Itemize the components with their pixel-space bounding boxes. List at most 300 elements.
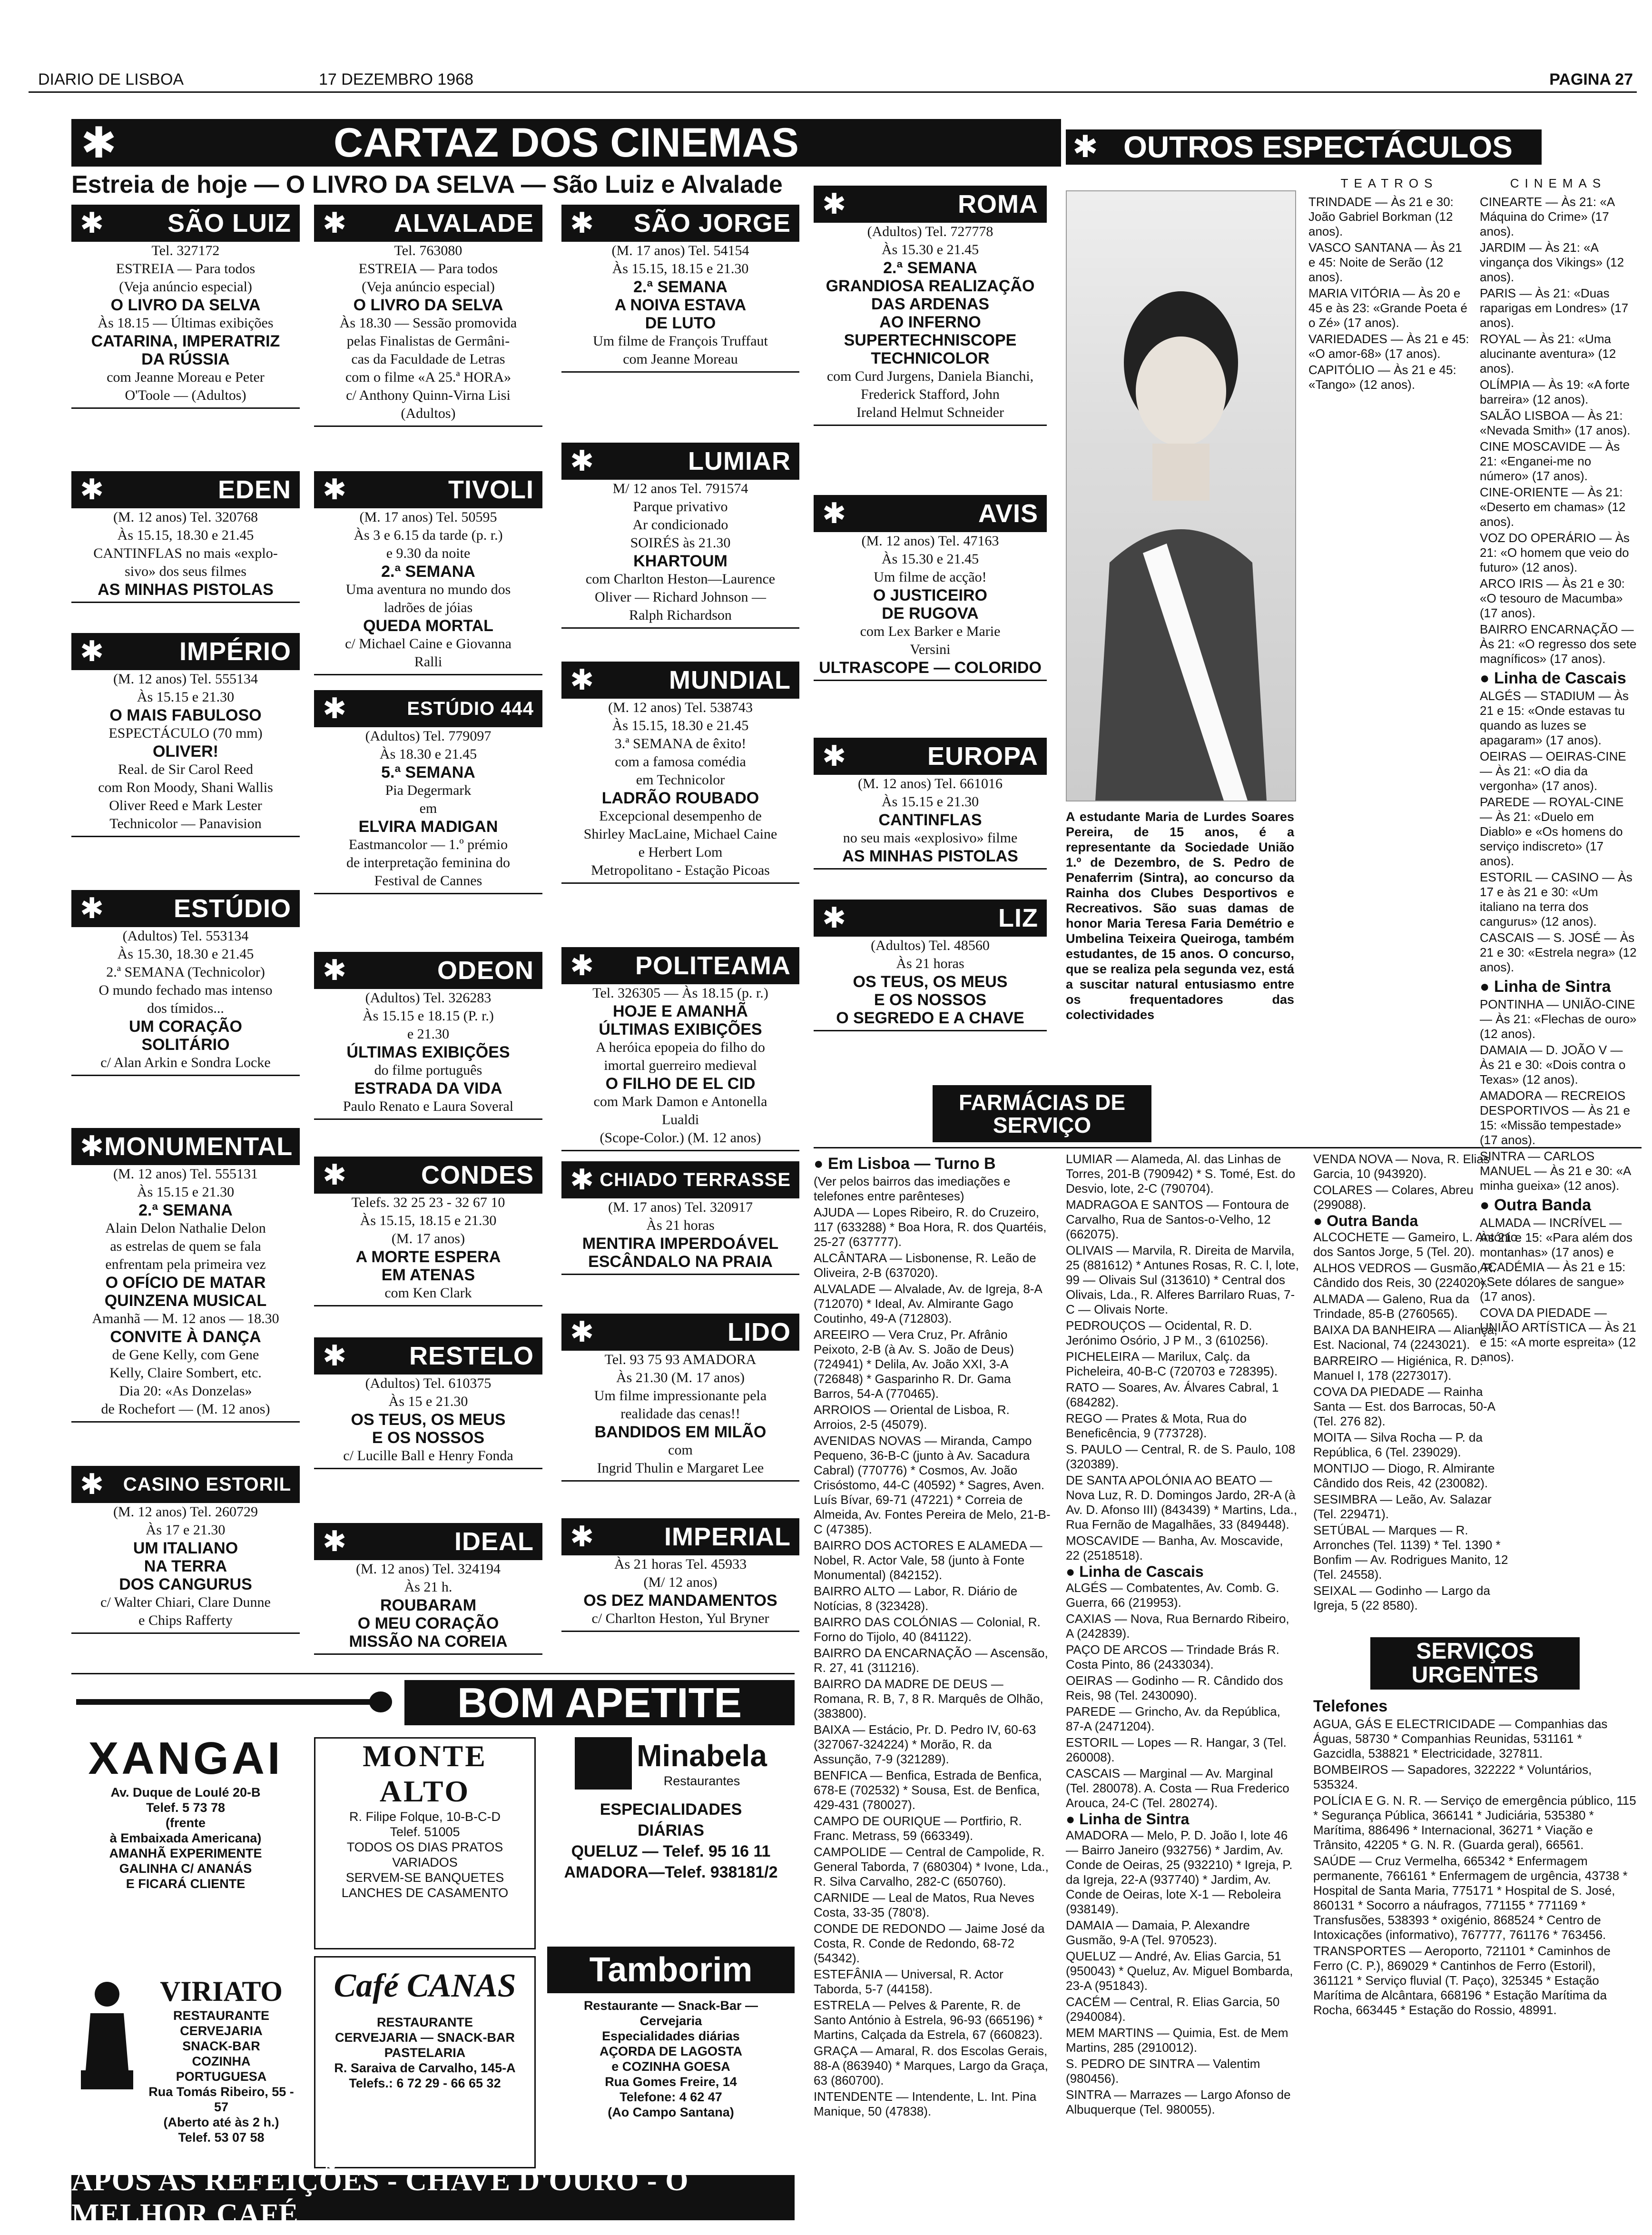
asterisk-icon: ✱ (570, 1520, 595, 1553)
cinema-line: EM ATENAS (381, 1266, 475, 1284)
cinema-line: c/ Michael Caine e Giovanna (345, 636, 511, 652)
list-entry: CINE MOSCAVIDE — Às 21: «Enganei-me no número» (17 anos). (1480, 439, 1620, 483)
cinema-line: O mundo fechado mas intenso (98, 982, 273, 998)
list-entry: QUELUZ — André, Av. Elias Garcia, 51 (950043) * Queluz, Av. Miguel Bombarda, 23-A (951843). (1066, 1949, 1293, 1993)
cinema-line: e 9.30 da noite (386, 545, 471, 561)
ad-line: GALINHA C/ ANANÁS (119, 1861, 252, 1876)
cinema-rule (71, 602, 300, 603)
viriato-figure-icon (71, 1975, 143, 2099)
farmacias-banner (933, 1085, 1151, 1142)
asterisk-icon: ✱ (323, 692, 347, 725)
cinema-line: (Veja anúncio especial) (362, 279, 495, 295)
ad-line: AÇORDA DE LAGOSTA (600, 2044, 742, 2058)
cinema-name-bar (71, 471, 300, 508)
cinema-line: Um filme de acção! (874, 569, 987, 585)
cinema-estudio (71, 890, 300, 1114)
cinema-name-bar (814, 186, 1047, 223)
cinema-rule (71, 1421, 300, 1423)
cinema-line: ÚLTIMAS EXIBIÇÕES (346, 1043, 510, 1061)
list-entry: ARROIOS — Oriental de Lisboa, R. Arroios, 2-5 (45079). (814, 1403, 1010, 1432)
cinema-line: c/ Alan Arkin e Sondra Locke (100, 1055, 271, 1070)
cinema-line: OLIVER! (153, 742, 218, 761)
list-entry: MONTIJO — Diogo, R. Almirante Cândido dos Reis, 42 (230082). (1313, 1461, 1495, 1490)
cinema-line: (Adultos) Tel. 727778 (867, 224, 993, 239)
cinema-line: Tel. 327172 (151, 243, 220, 258)
cinema-rule (71, 836, 300, 837)
cinema-name-bar (71, 1466, 300, 1503)
list-entry: CINE-ORIENTE — Às 21: «Deserto em chamas» (12 anos). (1480, 485, 1626, 529)
list-entry: ALMADA — INCRÍVEL — Às 21 e 15: «Para além dos montanhas» (17 anos) e ACADÉMIA — Às 21 e 15: «Sete dólares de sangue» (17 anos). (1480, 1216, 1632, 1304)
cinema-line: BANDIDOS EM MILÃO (594, 1423, 767, 1441)
cinema-line: Ireland Helmut Schneider (856, 405, 1004, 420)
ad-line: Telef. 53 07 58 (178, 2130, 265, 2145)
ad-line: VARIADOS (392, 1855, 458, 1869)
list-entry: REGO — Prates & Mota, Rua do Beneficência, 9 (773728). (1066, 1411, 1247, 1440)
cinema-line: (Scope-Color.) (M. 12 anos) (600, 1130, 761, 1146)
cinema-line: Tel. 93 75 93 AMADORA (604, 1352, 757, 1367)
cinema-line: Parque privativo (633, 499, 728, 514)
cinema-line: Às 15.30, 18.30 e 21.45 (117, 946, 254, 962)
cinema-eden (71, 471, 300, 633)
cinema-name-bar (71, 1128, 300, 1165)
cinema-line: 2.ª SEMANA (633, 278, 728, 296)
cinema-estoril (71, 1466, 300, 1666)
cinema-line: OS DEZ MANDAMENTOS (583, 1592, 777, 1610)
list-entry: (Ver pelos bairros das imediações e telefones entre parênteses) (814, 1174, 1011, 1203)
bom-apetite-title: BOM APETITE (457, 1679, 742, 1726)
photo-caption: A estudante Maria de Lurdes Soares Pereira, de 15 anos, é a representante da Sociedade União 1.º de Dezembro, de S. Pedro de Penaferrim (Sintra), ao concurso da Rainha dos Clubes Desportivos e Recreativos. São suas damas de honor Maria Teresa Faria Demétrio e Umbelina Teixeira Queiroga, também estudantes, de 15 anos. O concurso, que se realiza pela segunda vez, está a suscitar natural entusiasmo entre os frequentadores das colectividades (1066, 810, 1294, 1022)
cinema-line: Shirley MacLaine, Michael Caine (583, 826, 777, 842)
cinema-line: com Ron Moody, Shani Wallis (98, 780, 273, 795)
list-entry: PICHELEIRA — Marilux, Calç. da Picheleira, 40-B-C (720703 e 728395). (1066, 1349, 1278, 1378)
cinema-line: Uma aventura no mundo dos (345, 582, 511, 597)
cinema-name-bar (814, 495, 1047, 532)
cinema-name-bar (814, 900, 1047, 937)
ad-line: PORTUGUESA (176, 2069, 267, 2084)
list-entry: ALGÉS — Combatentes, Av. Comb. G. Guerra, 66 (219953). (1066, 1581, 1279, 1610)
cinema-rule (314, 893, 542, 894)
cinema-line: O SEGREDO E A CHAVE (836, 1009, 1024, 1027)
list-entry: PARIS — Às 21: «Duas raparigas em Londres» (17 anos). (1480, 286, 1629, 330)
asterisk-icon: ✱ (80, 892, 105, 925)
cartaz-banner (71, 119, 1061, 167)
cinema-line: Telefs. 32 25 23 - 32 67 10 (351, 1195, 505, 1210)
cinema-line: de interpretação feminina do (346, 855, 510, 870)
cinema-line: Kelly, Claire Sombert, etc. (109, 1365, 262, 1381)
ad-line: R. Filipe Folque, 10-B-C-D (349, 1810, 501, 1824)
list-entry: PONTINHA — UNIÃO-CINE — Às 21: «Flechas de ouro» (12 anos). (1480, 997, 1637, 1041)
cinema-line: Às 15.15, 18.30 e 21.45 (117, 527, 254, 543)
cinema-line: Às 15.15, 18.15 e 21.30 (612, 261, 749, 277)
cinema-line: ELVIRA MADIGAN (358, 818, 498, 836)
cinema-line: as estrelas de quem se fala (110, 1238, 261, 1254)
cinema-line: com Jeanne Moreau (623, 351, 738, 367)
cinema-line: ESTREIA — Para todos (116, 261, 256, 277)
cinema-line: ESPECTÁCULO (70 mm) (108, 725, 263, 741)
cinema-line: Dia 20: «As Donzelas» (119, 1383, 252, 1399)
cinema-name-bar (561, 205, 799, 242)
list-entry: OLIVAIS — Marvila, R. Direita de Marvila, 25 (881612) * Antunes Rosas, R. C. l, lote, 99 — Olivais Sul (313610) * Central dos Olivais, Lda., R. Alferes Barrilaro Ruas, 7-C — Olivais Norte. (1066, 1243, 1299, 1316)
cinema-line: Às 18.30 e 21.45 (379, 746, 477, 762)
cartaz-title: CARTAZ DOS CINEMAS (334, 119, 799, 166)
list-entry: SINTRA — CARLOS MANUEL — Às 21 e 30: «A minha gueixa» (12 anos). (1480, 1149, 1631, 1193)
ad-line: Telefone: 4 62 47 (620, 2090, 722, 2104)
cinema-line: ÚLTIMAS EXIBIÇÕES (599, 1020, 762, 1038)
list-entry: BAIRRO ALTO — Labor, R. Diário de Notícias, 8 (323428). (814, 1584, 1018, 1613)
cinema-line: Um filme de François Truffaut (593, 333, 768, 349)
list-entry: SESIMBRA — Leão, Av. Salazar (Tel. 229471). (1313, 1492, 1492, 1521)
cinema-rule (814, 680, 1047, 681)
cinema-name-bar (561, 1518, 799, 1555)
asterisk-icon: ✱ (822, 901, 847, 935)
list-entry: CASCAIS — S. JOSÉ — Às 21 e 30: «Estrela negra» (12 anos). (1480, 930, 1637, 974)
cinema-line: (M. 12 anos) Tel. 260729 (113, 1504, 258, 1520)
cinema-line: Às 18.15 — Últimas exibições (98, 315, 274, 331)
cinema-line: (M. 17 anos) Tel. 320917 (608, 1199, 753, 1215)
list-entry: BAIRRO ENCARNAÇÃO — Às 21: «O regresso dos sete magníficos» (17 anos). (1480, 622, 1637, 666)
list-entry: SINTRA — Marrazes — Largo Afonso de Albuquerque (Tel. 980055). (1066, 2087, 1291, 2116)
list-entry: AMADORA — RECREIOS DESPORTIVOS — Às 21 e 15: «Missão tempestade» (17 anos). (1480, 1088, 1630, 1147)
cinema-line: (Veja anúncio especial) (119, 279, 252, 295)
cinema-name: IDEAL (454, 1527, 534, 1556)
ad-line: ESPECIALIDADES (600, 1800, 742, 1819)
cinema-lido (561, 1314, 799, 1504)
cinema-line: Às 15.15 e 21.30 (137, 1184, 235, 1200)
cinema-line: com Ken Clark (384, 1285, 472, 1301)
cinema-rule (71, 1632, 300, 1634)
list-entry: GRAÇA — Amaral, R. dos Escolas Gerais, 88-A (863940) * Marques, Largo da Graça, 63 (860700). (814, 2044, 1048, 2087)
cinema-line: KHARTOUM (633, 552, 728, 570)
list-entry: ESTORIL — Lopes — R. Hangar, 3 (Tel. 260008). (1066, 1735, 1287, 1764)
asterisk-icon: ✱ (570, 1163, 595, 1197)
cinema-line: Lualdi (661, 1112, 699, 1127)
list-entry: AMADORA — Melo, P. D. João I, lote 46 — Bairro Janeiro (932756) * Jardim, Av. Conde de Oeiras, 25 (932210) * Igreja, P. da Igreja, 22-A (937740) * Jardim, Av. Conde de Oeiras, lote X-1 — Reboleira (938149). (1066, 1828, 1293, 1916)
ad-line: AMADORA—Telef. 938181/2 (564, 1863, 778, 1881)
cinema-name-bar (561, 1161, 799, 1198)
tamborim-name: Tamborim (547, 1947, 795, 1993)
cinema-name: ESTÚDIO (173, 894, 291, 923)
outra-banda-heading: ● Outra Banda (1480, 1196, 1592, 1214)
asterisk-icon: ✱ (822, 497, 847, 530)
asterisk-icon: ✱ (80, 1468, 105, 1501)
cinema-line: OS TEUS, OS MEUS (351, 1411, 506, 1429)
asterisk-icon: ✱ (822, 188, 847, 221)
list-entry: AREEIRO — Vera Cruz, Pr. Afrânio Peixoto, 2-B (à Av. S. João de Deus) (724941) * Delila, Av. João XXI, 3-A (726848) * Gasparinho R. Dr. Gama Barros, 54-A (770465). (814, 1327, 1014, 1401)
cinema-line: Às 15.15, 18.15 e 21.30 (360, 1213, 497, 1228)
cinema-tivoli (314, 471, 542, 671)
cinema-rule (71, 1075, 300, 1076)
list-entry: BAIRRO DA MADRE DE DEUS — Romana, R. B, 7, 8 R. Marquês de Olhão, (383800). (814, 1677, 1043, 1721)
cinema-mundial (561, 662, 799, 909)
cinema-name-bar (561, 947, 799, 984)
cinema-rule (561, 882, 799, 884)
cinema-line: com Jeanne Moreau e Peter (107, 369, 265, 385)
list-entry: ● Outra Banda (1313, 1212, 1418, 1229)
list-entry: ALCOCHETE — Gameiro, L. António dos Santos Jorge, 5 (Tel. 20). (1313, 1230, 1518, 1259)
cinema-line: c/ Lucille Ball e Henry Fonda (343, 1448, 513, 1464)
cinema-name: IMPÉRIO (179, 637, 291, 666)
cinema-line: (Adultos) Tel. 779097 (365, 728, 492, 744)
cinema-line: DE LUTO (645, 314, 716, 332)
cinema-line: AS MINHAS PISTOLAS (98, 581, 274, 599)
cinema-sao-jorge (561, 205, 799, 462)
list-entry: CAXIAS — Nova, Rua Bernardo Ribeiro, A (242839). (1066, 1612, 1289, 1641)
cinema-line: cas da Faculdade de Letras (351, 351, 505, 367)
list-entry: CAMPO DE OURIQUE — Portfirio, R. Franc. Metrass, 59 (663349). (814, 1814, 1022, 1843)
asterisk-icon: ✱ (570, 445, 595, 478)
asterisk-icon: ✱ (822, 740, 847, 773)
cinema-roma (814, 186, 1047, 462)
cinema-line: OS TEUS, OS MEUS (853, 973, 1008, 991)
cinema-line: AO INFERNO (879, 313, 981, 331)
ad-line: PASTELARIA (384, 2046, 466, 2060)
cinema-line: 3.ª SEMANA de êxito! (614, 736, 747, 752)
cinema-line: CANTINFLAS no mais «explo- (93, 545, 278, 561)
ad-line: SNACK-BAR (182, 2039, 260, 2053)
outros-banner (1066, 129, 1542, 165)
list-entry: VARIEDADES — Às 21 e 45: «O amor-68» (17 anos). (1308, 332, 1469, 361)
cinema-line: O OFÍCIO DE MATAR (105, 1274, 266, 1292)
cinema-name: ODEON (437, 956, 534, 985)
list-entry: ESTEFÂNIA — Universal, R. Actor Taborda, 5-7 (44158). (814, 1967, 1003, 1996)
ad-line: E FICARÁ CLIENTE (126, 1877, 246, 1891)
ad-line: Rua Tomás Ribeiro, 55 - 57 (148, 2085, 294, 2114)
list-entry: AJUDA — Lopes Ribeiro, R. do Cruzeiro, 117 (633288) * Boa Hora, R. dos Quartéis, 25-27 (637777). (814, 1205, 1047, 1249)
cinema-line: com a famosa comédia (615, 754, 746, 770)
ad-line: CERVEJARIA — SNACK-BAR (334, 2030, 515, 2045)
list-entry: BAIRRO DA ENCARNAÇÃO — Ascensão, R. 27, 41 (311216). (814, 1646, 1048, 1675)
cinema-line: Frederick Stafford, John (861, 386, 1000, 402)
cinema-line: O'Toole — (Adultos) (125, 387, 246, 403)
asterisk-icon: ✱ (323, 473, 347, 506)
cinema-line: Eastmancolor — 1.º prémio (348, 837, 508, 852)
cinema-line: E OS NOSSOS (372, 1429, 485, 1447)
cinema-line: NA TERRA (144, 1557, 227, 1575)
list-entry: INTENDENTE — Intendente, L. Int. Pina Manique, 50 (47838). (814, 2089, 1037, 2118)
cinema-line: MISSÃO NA COREIA (349, 1632, 508, 1651)
cinema-rule (314, 425, 542, 427)
list-entry: TRANSPORTES — Aeroporto, 721101 * Caminhos de Ferro (C. P.), 869029 * Cantinhos de Ferro (Estoril), 361121 * Serviço fluvial (T. Paço), 325345 * Estação Marítima de Alcântara, 668196 * Estação Marítima da Rocha, 663445 * Estação do Rossio, 48991. (1313, 1944, 1611, 2017)
cinema-line: QUEDA MORTAL (363, 617, 493, 635)
list-entry: CAMPOLIDE — Central de Campolide, R. General Taborda, 7 (680304) * Ivone, Lda., R. Silva Carvalho, 282-C (650760). (814, 1845, 1049, 1889)
cinema-line: Às 17 e 21.30 (146, 1522, 226, 1538)
cinema-line: 2.ª SEMANA (381, 563, 475, 581)
ad-monte-alto (314, 1737, 536, 1949)
list-entry: AVENIDAS NOVAS — Miranda, Campo Pequeno, 36-B-C (junto à Av. Sacadura Cabral) (770776) * Cosmos, Av. João Crisóstomo, 44-C (40592) * Sagres, Aven. Luís Bívar, 69-71 (47221) * Correia de Almeida, Av. Fontes Pereira de Melo, 21-B-C (47385). (814, 1434, 1051, 1536)
cinema-line: Metropolitano - Estação Picoas (591, 862, 770, 878)
list-entry: ESTORIL — CASINO — Às 17 e às 21 e 30: «Um italiano na terra dos cangurus» (12 anos). (1480, 870, 1632, 929)
ad-tamborim (547, 1947, 795, 2166)
cinema-line: Um filme impressionante pela (594, 1388, 767, 1404)
list-entry: BAIXA — Estácio, Pr. D. Pedro IV, 60-63 (327067-324224) * Morão, R. da Assunção, 7-9 (321289). (814, 1722, 1036, 1766)
cinema-line: E OS NOSSOS (874, 991, 987, 1009)
lisboa-heading: ● Em Lisboa — Turno B (814, 1155, 996, 1173)
teatros-heading: TEATROS (1340, 176, 1438, 190)
cinema-line: imortal guerreiro medieval (604, 1058, 757, 1073)
monte-alto-name: MONTE ALTO (363, 1739, 487, 1808)
farmacias-col2 (1066, 1152, 1299, 2208)
list-entry: CARNIDE — Leal de Matos, Rua Neves Costa, 33-35 (780'8). (814, 1890, 1034, 1919)
cinema-line: (M. 12 anos) Tel. 555131 (113, 1166, 258, 1182)
cinema-line: M/ 12 anos Tel. 791574 (612, 481, 748, 496)
asterisk-icon: ✱ (570, 207, 595, 240)
cinema-line: Alain Delon Nathalie Delon (105, 1220, 266, 1236)
list-entry: BAIRRO DOS ACTORES E ALAMEDA — Nobel, R. Actor Vale, 58 (junto à Fonte Monumental) (842152). (814, 1538, 1042, 1582)
cinema-line: ESTRADA DA VIDA (354, 1079, 502, 1098)
cinema-line: SOIRÉS às 21.30 (630, 535, 731, 551)
asterisk-icon: ✱ (80, 635, 105, 668)
farmacias-rule (814, 1147, 1642, 1148)
cinema-line: Às 15.30 e 21.45 (881, 551, 979, 567)
cinema-name-bar (314, 205, 542, 242)
asterisk-icon: ✱ (323, 954, 347, 987)
list-entry: LUMIAR — Alameda, Al. das Linhas de Torres, 201-B (790942) * S. Tomé, Est. do Desvio, lote, 2-C (790704). (1066, 1152, 1296, 1196)
cinema-line: em Technicolor (636, 772, 725, 788)
cinema-restelo (314, 1337, 542, 1504)
list-entry: POLÍCIA E G. N. R. — Serviço de emergência público, 115 * Segurança Pública, 366141 * Judiciária, 535380 * Marítima, 886496 * Internacional, 36271 * Viação e Trânsito, 42205 * G. N. R. (Guarda geral), 66561. (1313, 1793, 1636, 1852)
cinema-line: A MORTE ESPERA (355, 1248, 501, 1266)
asterisk-icon: ✱ (1072, 129, 1098, 165)
cinema-line: DOS CANGURUS (119, 1575, 252, 1593)
cartaz-subtitle: Estreia de hoje — O LIVRO DA SELVA — São Luiz e Alvalade (71, 171, 783, 198)
cinema-line: e 21.30 (407, 1026, 450, 1042)
list-entry: MARIA VITÓRIA — Às 20 e 45 e às 23: «Grande Poeta é o Zé» (17 anos). (1308, 286, 1467, 330)
ad-line: (frente (165, 1816, 206, 1830)
cinema-name: POLITEAMA (635, 951, 791, 980)
list-entry: DE SANTA APOLÓNIA AO BEATO — Nova Luz, R. D. Domingos Jardo, 2R-A (à Av. D. Afonso III) (843439) * Martins, Lda., Rua Fernão de Magalhães, 33 (849448). (1066, 1473, 1298, 1532)
list-entry: SETÚBAL — Marques — R. Arronches (Tel. 1139) * Tel. 1390 * Bonfim — Av. Rodrigues Manito, 12 (Tel. 24558). (1313, 1523, 1508, 1582)
cinema-odeon (314, 952, 542, 1133)
list-entry: MOSCAVIDE — Banha, Av. Moscavide, 22 (2518518). (1066, 1533, 1283, 1563)
ad-line: RESTAURANTE (377, 2015, 473, 2029)
cinema-line: c/ Walter Chiari, Clare Dunne (100, 1594, 271, 1610)
list-entry: TRINDADE — Às 21 e 30: João Gabriel Borkman (12 anos). (1308, 195, 1454, 238)
photo-contestant (1066, 190, 1296, 801)
cinema-name-bar (71, 890, 300, 927)
viriato-name: VIRIATO (160, 1976, 283, 2007)
cinema-line: CATARINA, IMPERATRIZ (91, 332, 280, 350)
cinema-line: pelas Finalistas de Germâni- (346, 333, 510, 349)
cinema-name: LIZ (998, 904, 1038, 932)
list-entry: OEIRAS — Godinho — R. Cândido dos Reis, 98 (Tel. 2430090). (1066, 1673, 1283, 1702)
list-entry: COVA DA PIEDADE — Rainha Santa — Est. dos Barrocas, 50-A (Tel. 276 82). (1313, 1385, 1495, 1428)
list-entry: CASCAIS — Marginal — Av. Marginal (Tel. 280078). A. Costa — Rua Frederico Arouca, 24-C (Tel. 280274). (1066, 1766, 1289, 1810)
cinema-line: com (668, 1442, 693, 1458)
list-entry: ALVALADE — Alvalade, Av. de Igreja, 8-A (712070) * Ideal, Av. Almirante Gago Coutinho, 49-A (712803). (814, 1282, 1042, 1325)
list-entry: CINEARTE — Às 21: «A Máquina do Crime» (17 anos). (1480, 195, 1614, 238)
cinema-name-bar (314, 471, 542, 508)
cinema-line: ROUBARAM (380, 1596, 477, 1614)
cinema-name: CONDES (421, 1161, 534, 1189)
cinema-line: em (419, 801, 437, 816)
cinema-name: TIVOLI (448, 475, 534, 504)
list-entry: BARREIRO — Higiénica, R. D. Manuel I, 178 (2273017). (1313, 1354, 1483, 1383)
cinema-line: Às 21 horas (896, 956, 964, 971)
ad-line: Telef. 5 73 78 (146, 1800, 226, 1815)
cinema-line: (M. 12 anos) Tel. 320768 (113, 509, 258, 525)
list-entry: BOMBEIROS — Sapadores, 322222 * Voluntários, 535324. (1313, 1762, 1592, 1791)
cinema-line: Oliver Reed e Mark Lester (109, 798, 262, 813)
list-entry: SAÚDE — Cruz Vermelha, 665342 * Enfermagem permanente, 766161 * Enfermagem de urgência, 43738 * Hospital de Santa Maria, 775171 * Hospital de S. José, 860131 * Socorro a náufragos, 771155 * 771169 * Transfusões, 538393 * oxigénio, 868524 * Centro de Intoxicações (informativo), 767777, 761176 * 763456. (1313, 1854, 1628, 1942)
list-entry: OLÍMPIA — Às 19: «A forte barreira» (12 anos). (1480, 377, 1630, 406)
cinema-avis (814, 495, 1047, 733)
cinema-line: e Chips Rafferty (138, 1612, 233, 1628)
ad-line: Rua Gomes Freire, 14 (605, 2075, 737, 2089)
cinema-line: (M. 12 anos) Tel. 538743 (608, 700, 753, 715)
list-entry: BAIRRO DAS COLÓNIAS — Colonial, R. Forno do Tijolo, 40 (841122). (814, 1615, 1041, 1644)
cinema-line: (Adultos) Tel. 610375 (365, 1375, 492, 1391)
cinema-line: e Herbert Lom (638, 844, 723, 860)
asterisk-icon: ✱ (323, 207, 347, 240)
cinema-line: O LIVRO DA SELVA (110, 296, 261, 314)
cinema-line: Oliver — Richard Johnson — (595, 589, 766, 605)
cinema-line: (M. 12 anos) Tel. 47163 (861, 533, 999, 549)
asterisk-icon: ✱ (570, 1315, 595, 1349)
cinema-imperial (561, 1518, 799, 1656)
cinema-name-bar (561, 662, 799, 699)
cinema-rule (314, 1118, 542, 1120)
list-entry: SALÃO LISBOA — Às 21: «Nevada Smith» (17 anos). (1480, 408, 1631, 437)
cinema-line: com o filme «A 25.ª HORA» (345, 369, 511, 385)
cinema-name-bar (314, 690, 542, 727)
urgentes-banner (1370, 1637, 1580, 1690)
cinema-name: ALVALADE (394, 209, 534, 237)
cinema-rule (561, 1480, 799, 1482)
cinema-name: CHIADO TERRASSE (600, 1169, 791, 1190)
cinemas-heading: CINEMAS (1510, 176, 1607, 190)
outros-title: OUTROS ESPECTÁCULOS (1123, 130, 1513, 164)
cinema-name-bar (314, 1157, 542, 1194)
cinema-line: com Mark Damon e Antonella (593, 1094, 767, 1109)
cinema-line: Versini (910, 642, 951, 657)
cinema-line: O LIVRO DA SELVA (353, 296, 503, 314)
cinema-line: Às 15.15, 18.30 e 21.45 (612, 718, 749, 733)
cinema-line: SUPERTECHNISCOPE (844, 331, 1017, 349)
chave-douro-banner (71, 2164, 795, 2231)
cinema-line: CONVITE À DANÇA (110, 1328, 261, 1346)
ad-line: Restaurante — Snack-Bar — (583, 1998, 758, 2013)
cinema-line: Ralli (414, 654, 442, 670)
cinema-line: AS MINHAS PISTOLAS (842, 847, 1018, 865)
cinema-line: Às 21.30 (M. 17 anos) (616, 1370, 745, 1385)
cinema-imperio (71, 633, 300, 871)
ad-line: RESTAURANTE (173, 2008, 269, 2023)
cinema-line: O JUSTICEIRO (873, 586, 987, 604)
cinema-name: RESTELO (409, 1342, 534, 1370)
cinema-line: ULTRASCOPE — COLORIDO (819, 659, 1042, 677)
cinema-line: LADRÃO ROUBADO (601, 789, 759, 807)
ad-line: SERVEM-SE BANQUETES (345, 1870, 504, 1885)
ad-minabela (547, 1737, 795, 1937)
cinema-name: AVIS (978, 499, 1038, 528)
list-entry: VASCO SANTANA — Às 21 e 45: Noite de Serão (12 anos). (1308, 240, 1462, 284)
list-entry: ROYAL — Às 21: «Uma alucinante aventura» (12 anos). (1480, 332, 1616, 376)
list-entry: COLARES — Colares, Abreu (299088). (1313, 1183, 1474, 1212)
cinema-line: Tel. 763080 (394, 243, 462, 258)
cinema-line: DA RÚSSIA (141, 350, 230, 368)
cinema-name: EUROPA (927, 742, 1038, 771)
cinema-line: (M. 17 anos) Tel. 54154 (611, 243, 749, 258)
list-entry: CACÉM — Central, R. Elias Garcia, 50 (2940084). (1066, 1995, 1280, 2024)
cinema-name-bar (314, 1523, 542, 1560)
list-entry: PEDROUÇOS — Ocidental, R. D. Jerónimo Osório, J P M., 3 (610256). (1066, 1318, 1268, 1347)
cinema-line: com Curd Jurgens, Daniela Bianchi, (826, 368, 1034, 384)
cinema-line: 2.ª SEMANA (138, 1201, 233, 1219)
cinema-line: Ingrid Thulin e Margaret Lee (597, 1460, 764, 1476)
cinema-line: Às 15 e 21.30 (388, 1394, 468, 1409)
minabela-tag: Restaurantes (663, 1774, 740, 1788)
ad-line: CERVEJARIA (180, 2024, 263, 2038)
